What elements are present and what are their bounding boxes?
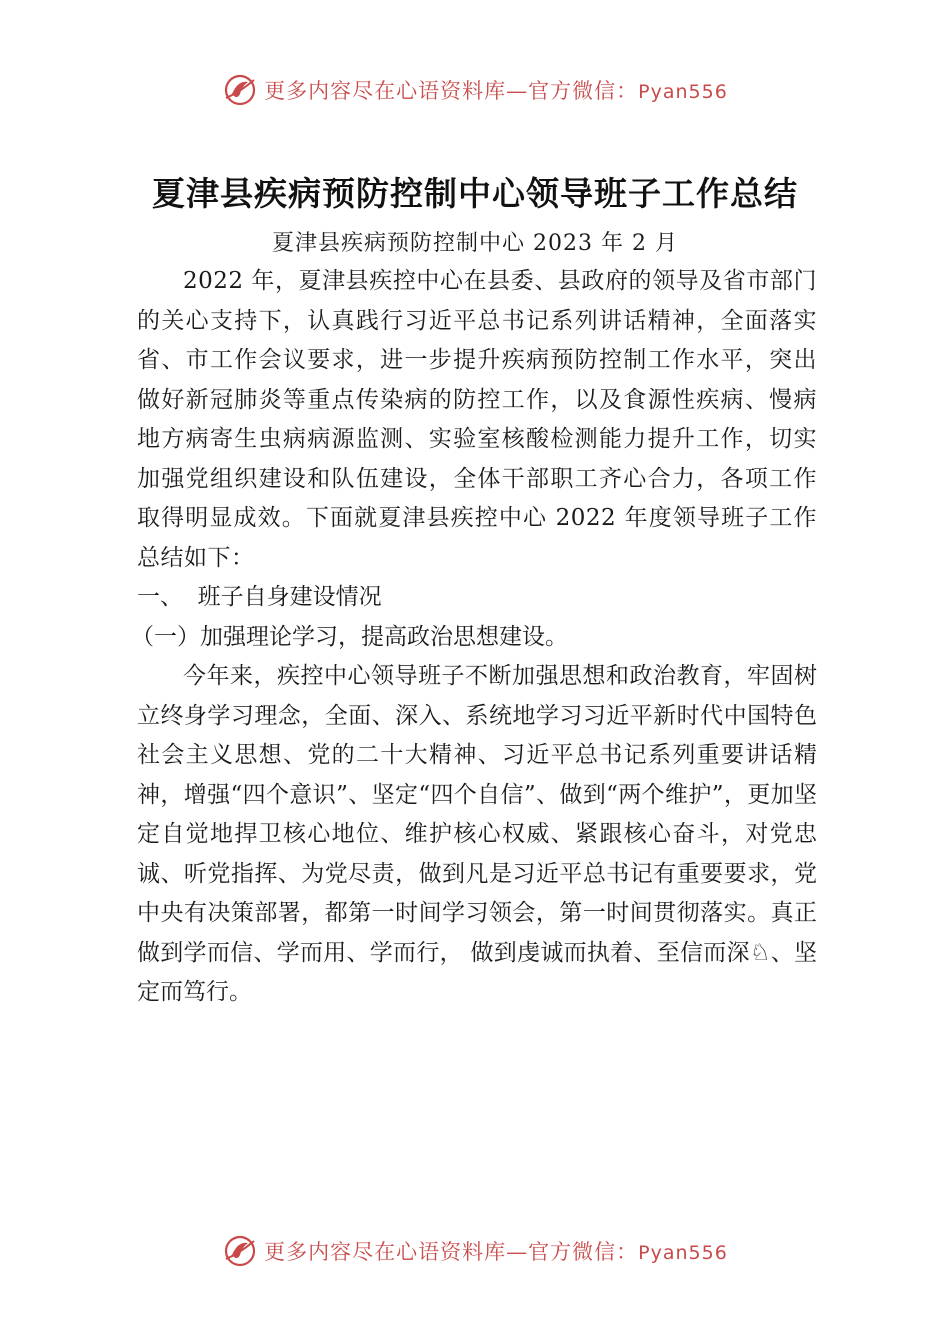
document-body: [131, 262, 817, 1013]
watermark-text: 更多内容尽在心语资料库—官方微信：Pyan556: [264, 1240, 728, 1264]
subsection-heading: （一）加强理论学习，提高政治思想建设。: [131, 623, 568, 650]
subsection-paragraph: 今年来，疾控中心领导班子不断加强思想和政治教育，牢固树立终身学习理念，全面、深入、系统地学习习近平新时代中国特色社会主义思想、党的二十大精神、习近平总书记系列重要讲话精神，增强“四个意识”、坚定“四个自信”、做到“两个维护”，更加坚定自觉地捍卫核心地位、维护核心权威、紧跟核心奋斗，对党忠诚、听党指挥、为党尽责，做到凡是习近平总书记有重要要求，党中央有决策部署，都第一时间学习领会，第一时间贯彻落实。真正做到学而信、学而用、学而行， 做到虔诚而执着、至信而深♘、坚定而笃行。: [137, 663, 817, 1005]
watermark-header: [0, 72, 950, 108]
watermark-footer: [0, 1233, 950, 1269]
brand-logo-icon: [222, 72, 258, 108]
document-subtitle: 夏津县疾病预防控制中心 2023 年 2 月: [272, 231, 678, 256]
section-heading: 一、 班子自身建设情况: [137, 584, 382, 610]
intro-paragraph: 2022 年，夏津县疾控中心在县委、县政府的领导及省市部门的关心支持下，认真践行习近平总书记系列讲话精神，全面落实省、市工作会议要求，进一步提升疾病预防控制工作水平，突出做好新冠肺炎等重点传染病的防控工作，以及食源性疾病、慢病地方病寄生虫病病源监测、实验室核酸检测能力提升工作，切实加强党组织建设和队伍建设，全体干部职工齐心合力，各项工作取得明显成效。下面就夏津县疾控中心 2022 年度领导班子工作总结如下：: [137, 268, 817, 571]
document-title: 夏津县疾病预防控制中心领导班子工作总结: [152, 174, 798, 213]
watermark-text: 更多内容尽在心语资料库—官方微信：Pyan556: [264, 79, 728, 103]
brand-logo-icon: [222, 1233, 258, 1269]
